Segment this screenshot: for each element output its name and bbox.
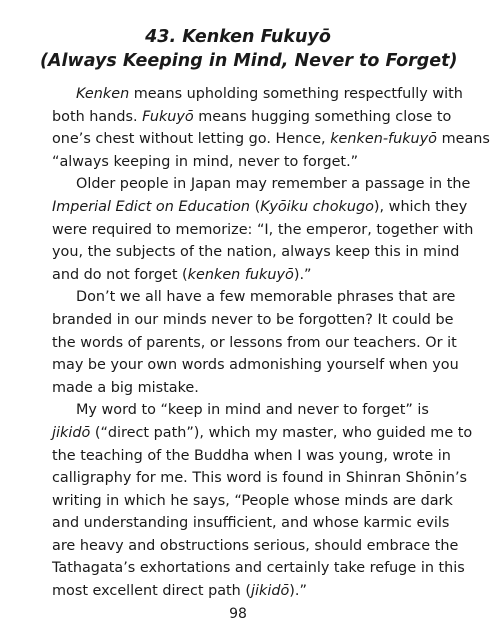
text-line — [52, 241, 460, 264]
text-line — [52, 309, 454, 332]
italic-term: kenken-fukuyō — [330, 131, 437, 148]
text-run: were required to memorize: “I, the emperor, together with — [52, 221, 474, 238]
text-run: both hands. — [52, 108, 143, 125]
text-run: means upholding something respectfully with — [129, 86, 463, 102]
text-run: branded in our minds never to be forgotten? It could be — [52, 311, 454, 328]
chapter-title — [40, 25, 458, 73]
chapter-title-line-1: 43. Kenken Fukuyō — [145, 27, 331, 47]
text-run: you, the subjects of the nation, always keep this in mind — [52, 244, 460, 261]
page-number: 98 — [229, 606, 247, 622]
text-run: the teaching of the Buddha when I was young, wrote in — [52, 447, 451, 464]
text-line — [52, 422, 473, 445]
text-line — [52, 354, 459, 377]
text-run: writing in which he says, “People whose minds are dark — [52, 492, 453, 509]
text-line — [52, 196, 468, 219]
text-line — [52, 580, 425, 603]
text-run: Tathagata’s exhortations and certainly take refuge in this — [52, 560, 465, 577]
text-run: one’s chest without letting go. Hence, — [52, 131, 331, 148]
text-run: Don’t we all have a few memorable phrases that are — [76, 289, 456, 306]
italic-term: Imperial Edict on Education — [52, 198, 251, 215]
text-line — [52, 106, 452, 129]
paragraph — [52, 286, 459, 399]
text-run: are heavy and obstructions serious, should embrace the — [52, 537, 459, 554]
text-run: may be your own words admonishing yourself when you — [52, 357, 459, 374]
text-line — [52, 173, 471, 196]
italic-term: Fukuyō — [142, 108, 194, 125]
italic-term: kenken fukuyō — [187, 266, 294, 283]
italic-term: jikidō — [250, 583, 290, 600]
text-line — [52, 286, 456, 309]
paragraph — [52, 399, 473, 602]
text-run: “always keeping in mind, never to forget.” — [52, 153, 359, 170]
text-line — [52, 399, 429, 422]
text-line — [52, 557, 465, 580]
text-run: most excellent direct path ( — [52, 583, 251, 600]
text-line — [52, 490, 453, 513]
text-line — [52, 467, 468, 490]
text-run: Older people in Japan may remember a passage in the — [76, 176, 471, 193]
text-line — [52, 512, 450, 535]
text-line — [52, 535, 459, 558]
text-run: ).” — [293, 266, 312, 283]
text-line — [52, 445, 451, 468]
text-run: and do not forget ( — [52, 266, 188, 283]
text-line — [52, 264, 425, 287]
text-run: the words of parents, or lessons from our teachers. Or it — [52, 334, 457, 351]
text-run: ( — [250, 198, 261, 215]
text-run: means hugging something close to — [193, 108, 452, 125]
text-line — [52, 377, 425, 400]
text-run: calligraphy for me. This word is found in Shinran Shōnin’s — [52, 470, 468, 487]
italic-term: jikidō — [52, 424, 91, 441]
paragraph — [52, 83, 490, 173]
text-run: ), which they — [373, 198, 468, 215]
text-line — [52, 332, 457, 355]
text-run: My word to “keep in mind and never to forget” is — [76, 402, 429, 419]
text-run: ).” — [289, 583, 307, 600]
text-line — [52, 219, 474, 242]
text-line — [52, 151, 425, 174]
paragraph — [52, 173, 474, 286]
italic-term: Kenken — [76, 86, 130, 102]
text-run: (“direct path”), which my master, who guided me to — [90, 424, 473, 441]
text-run: and understanding insufficient, and whose karmic evils — [52, 515, 450, 532]
italic-term: Kyōiku chokugo — [260, 198, 374, 215]
text-run: means — [437, 131, 490, 148]
text-line — [52, 128, 490, 151]
text-run: made a big mistake. — [52, 379, 199, 396]
chapter-title-line-2: (Always Keeping in Mind, Never to Forget) — [40, 51, 458, 71]
text-line — [52, 83, 463, 106]
body-text — [52, 83, 490, 603]
